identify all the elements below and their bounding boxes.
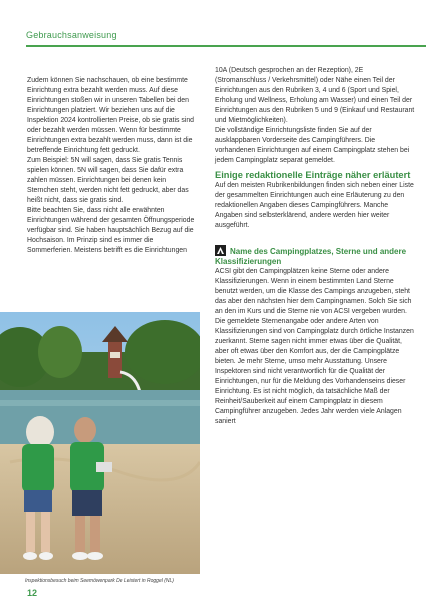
subsection-title: Name des Campingplatzes, Sterne und andere Klassifizierungen [215,247,407,266]
inspection-photo [0,312,200,574]
header-title: Gebrauchsanweisung [26,30,117,40]
right-intro: 10A (Deutsch gesprochen an der Rezeption), 2E (Stromanschluss / Verkehrsmittel) oder Nähe einen Teil der Einrichtungen aus den Rubriken 3, 4 und 6 (Sport und Spiel, Erholung und Wellness, Erholung am Wasser) und einen Teil der Einrichtungen aus den Rubriken 5 und 9 (Einkauf und Restaurant und Mietmöglichkeiten). [215,67,415,124]
photo-caption: Inspektionsbesuch beim Seemöwenpark De Leistert in Roggel (NL) [25,578,174,584]
page-number: 12 [27,588,38,598]
left-column [27,76,197,256]
header-rule [26,45,426,47]
page-header [0,0,440,50]
subsection-text: ACSI gibt den Campingplätzen keine Sterne oder andere Klassifizierungen. Wenn in einem bestimmten Land Sterne benutzt werden, um die Klasse des Campings anzugeben, steht das aber den nächsten hier dem Campingnamen. Solch Sie sich an den im Kurs und die Sterne nie von ACSI vergeben wurden. Die gemeldete Sternenangabe oder andere Arten von Klassifizierungen sind von Campingplatz durch örtliche Instanzen zuerkannt. Sterne sagen nicht immer etwas über die Qualität, aber oft etwas über den Komfort aus, der die Campingplätze bieten. Je mehr Sterne, umso mehr Ausstattung. Unsere Inspektoren sind nicht verantwortlich für die Qualität der Einrichtungen, nur für die Meldung des Vorhandenseins dieser Einrichtung. Es ist nicht möglich, da tatsächliche Maß der Reinheit/Sauberkeit auf einem Campingplatz in diesem Campingführer anzugeben. Jedes Jahr werden viele Anlagen saniert [215,268,414,425]
section-text: Auf den meisten Rubrikenbildungen finden sich neben einer Liste der gesammelten Einrichtungen auch eine Erläuterung zu den redaktionellen Angaben dieses Campingführers. Manche Angaben sind selbsterklärend, andere werden hier weiter ausgeführt. [215,182,414,229]
left-paragraph-1: Zudem können Sie nachschauen, ob eine bestimmte Einrichtung extra bezahlt werden muss. Auf diese Einrichtungen stoßen wir in unseren Tabellen bei den Einrichtungen platziert. Wir beziehen uns auf die Inspektion 2024 kontrollierten Preise, ob sie gratis sind oder bezahlt werden müssen. Wenn für bestimmte Einrichtungen extra bezahlt werden muss, dann ist die betreffende Einrichtung fett gedruckt. [27,77,195,154]
section-title: Einige redaktionelle Einträge näher erläutert [215,170,411,180]
subsection-heading [215,245,415,267]
left-paragraph-3: Bitte beachten Sie, dass nicht alle erwähnten Einrichtungen während der gesamten Öffnungsperiode verfügbar sind. Sie haben hauptsächlich Bezug auf die Hochsaison. Im Prinzip sind es immer die Sommerferien. Meistens betrifft es die Einrichtungen [27,207,195,254]
left-paragraph-2: Zum Beispiel: 5N will sagen, dass Sie gratis Tennis spielen können. 5N will sagen, dass Sie dafür extra zahlen müssen. Einrichtungen bei denen kein Sternchen steht, werden nicht fett gedruckt, aber das heißt nicht, dass sie gratis sind. [27,157,189,204]
right-intro-2: Die vollständige Einrichtungsliste finden Sie auf der ausklappbaren Vorderseite des Campingführers. Die vorhandenen Einrichtungen auf einem Campingplatz stehen bei jedem Campingplatz separat gemeldet. [215,127,410,164]
tent-icon [215,245,226,256]
right-column [215,66,415,427]
